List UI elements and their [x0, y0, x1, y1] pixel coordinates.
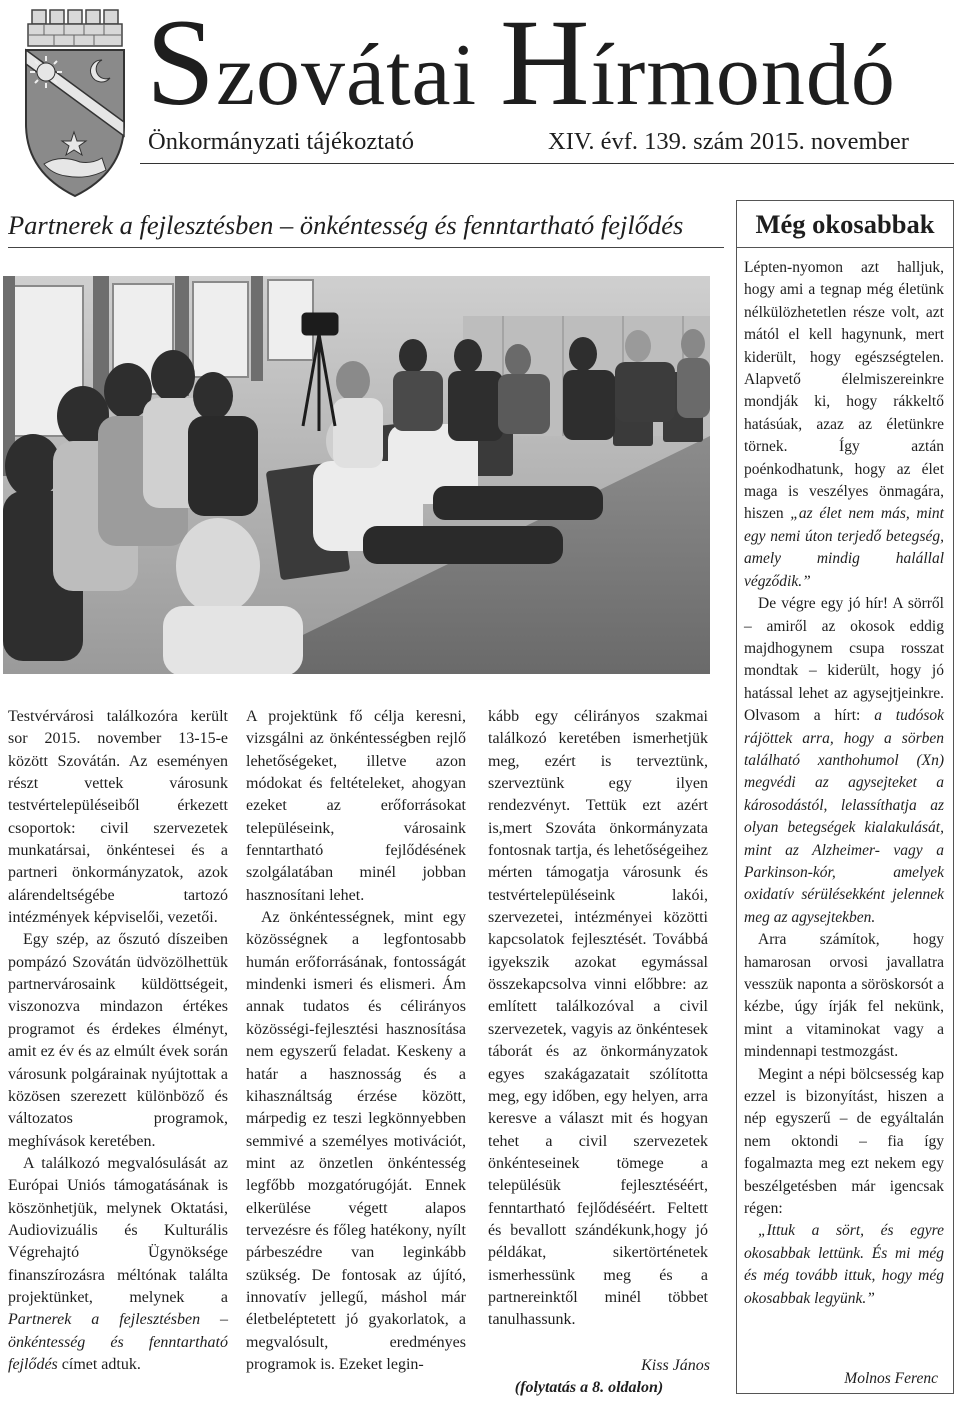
side-title-divider: [736, 247, 954, 248]
meeting-photo: [3, 276, 710, 674]
masthead-divider: [140, 163, 954, 164]
paragraph-text: A találkozó megvalósulását az Európai Uniós támogatásának is köszönhetjük, melynek Oktatási, Audiovizuális és Kulturális Végrehajtó Ügynöksége finanszírozásra méltónak találta projektünket, melynek a: [8, 1154, 228, 1306]
side-article-author: Molnos Ferenc: [844, 1370, 938, 1387]
paragraph: [8, 1153, 228, 1376]
subtitle-publisher: Önkormányzati tájékoztató: [148, 128, 414, 155]
quote: „az élet nem más, mint egy nemi úton terjedő betegség, amely mindig halállal végződik.”: [744, 505, 944, 590]
paragraph: Testvérvárosi találkozóra került sor 2015. november 13-15-e között Szovátán. Az eseményen részt vettek városunk testvértelepüléseiből érkezett csoportok: civil szervezetek munkatársai, önkéntesei és a partneri önkormányzatok, azok alárendeltségébe tartozó intézmények képviselői, vezetői.: [8, 708, 228, 927]
paragraph: [744, 593, 944, 929]
side-article-body: [744, 257, 944, 1310]
newspaper-title: [146, 0, 896, 131]
paragraph: Arra számítok, hogy hamarosan orvosi javallatra vesszük naponta a söröskorsót a kézbe, úgy írják fel nekünk, mint a vitaminokat vagy a mindennapi testmozgást.: [744, 931, 944, 1061]
title-initial-h: H: [500, 0, 591, 131]
article-column-2: [246, 706, 466, 1376]
closing-quote: [744, 1220, 944, 1310]
masthead-subtitle: [148, 124, 948, 160]
project-title: Partnerek a fejlesztésben – önkéntesség és fenntartható fejlődés: [8, 1311, 228, 1373]
title-part-2: írmondó: [590, 27, 896, 124]
quote: „Ittuk a sört, és egyre okosabbak lettünk. És mi még és még tovább ittuk, hogy még okosabbak legyünk.”: [744, 1222, 944, 1307]
continued-link[interactable]: (folytatás a 8. oldalon): [514, 1379, 664, 1396]
paragraph-text: De végre egy jó hír! A sörről – amiről az okosok eddig majdhogynem csupa rosszat mondtak – kiderült, hogy jó hatással lehet az agysejtjeinkre. Olvasom a hírt:: [744, 595, 944, 725]
title-part-1: zovátai: [215, 27, 501, 124]
coat-of-arms-icon: [22, 4, 128, 200]
paragraph: Egy szép, az őszutó díszeiben pompázó Szovátán üdvözölhettük partnervárosaink küldöttségeit, viszonozva mindazon értékes programot és érdekes élményt, amit ez év és az elmúlt évek során városunk polgárainak nyújtottak a közösen szerezett különböző és változatos programok, meghívások keretében.: [8, 931, 228, 1150]
paragraph-text-end: címet adtuk.: [57, 1355, 141, 1373]
main-headline: Partnerek a fejlesztésben – önkéntesség és fenntartható fejlődés: [8, 210, 684, 240]
paragraph: Megint a népi bölcsesség kap ezzel is bizonyítást, hiszen a nép egyszerű – de egyáltalán nem oktondi – fia így fogalmazta meg ezt nekem egy beszélgetésben már igencsak régen:: [744, 1065, 944, 1218]
headline-divider: [8, 247, 724, 248]
title-initial-s: S: [146, 0, 216, 131]
paragraph: A projektünk fő célja keresni, vizsgálni az önkéntességben rejlő lehetőségeket, illetve azon módokat és feltételeket, ahogyan ezeket az erőforrásokat településeink, városaink fenntartható fejlődésének szolgálatában minél jobban hasznosítani lehet.: [246, 708, 466, 904]
paragraph: kább egy célirányos szakmai találkozó keretében ismerhetjük meg, ezért is terveztünk, szerveztünk egy ilyen rendezvényt. Tettük ezt azért is,mert Szováta önkormányzata fontosnak tartja, és lehetőségeihez mérten támogatja városunk és testvértelepüléseink lakói, szervezetei, intézményei közötti kapcsolatok fejlesztését. Továbbá igyekszik azokat egymással összekapcsolva vinni előbbre: az említett találkozóval a civil szervezetek, vagyis az önkéntesek táborát és az önkormányzatok egyes szakágazatait szólította meg, egy időben, egy helyen, arra keresve a választ mit és hogyan tehet a civil szervezetek önkénteseinek tömege a településük fejlesztéséért, fenntartható fejlődéséért. Feltett és bevallott szándékunk,hogy jó példákat, sikertörténetek ismerhessünk meg és a partnereinktől minél többet tanulhassunk.: [488, 708, 708, 1329]
paragraph-text: Lépten-nyomon azt halljuk, hogy ami a tegnap még életünk nélkülözhetetlen része volt, azt mától el kell hagynunk, mert kiderült, hogy egészségtelen. Alapvető élelmiszereinkre mondják ki, hogy rákkeltő hatásúak, azaz az életünkre törnek. Így aztán poénkodhatunk, hogy az élet maga is veszélyes önmagára, hiszen: [744, 259, 944, 523]
paragraph: [744, 257, 944, 593]
article-column-1: [8, 706, 228, 1376]
issue-info: XIV. évf. 139. szám 2015. november: [548, 128, 909, 155]
news-quote: a tudósok rájöttek arra, hogy a sörben található xanthohumol (Xn) megvédi az agysejteket a károsodástól, lelassíthatja az olyan betegségek kialakulását, mint az Alzheimer- vagy a Parkinson-kór, amelyek oxidatív sérülésekként jelennek meg az agysejtekben.: [744, 707, 944, 926]
article-column-3: [488, 706, 708, 1332]
article-author: Kiss János: [641, 1357, 710, 1374]
side-article-title: Még okosabbak: [755, 209, 935, 239]
paragraph: Az önkéntességnek, mint egy közösségnek a legfontosabb humán erőforrásának, fontosságát mindenki ismeri és elismeri. Ám annak tudatos és célirányos közösségi-fejlesztési hasznosítása nem egyszerű feladat. Keskeny a határ a hasznosság és a kihasználtság érzése között, márpedig ez teszi legkönnyebben semmivé a személyes motivációt, mint az önzetlen önkéntesség legfőbb mozgatórugóját. Ennek elkerülése végett alapos tervezésre és főleg hatékony, nyílt párbeszédre van leginkább szükség. De fontosak az újító, innovatív jellegű, máshol már életbeléptetett jó gyakorlatok, a megvalósult, eredményes programok is. Ezeket legin-: [246, 909, 466, 1373]
